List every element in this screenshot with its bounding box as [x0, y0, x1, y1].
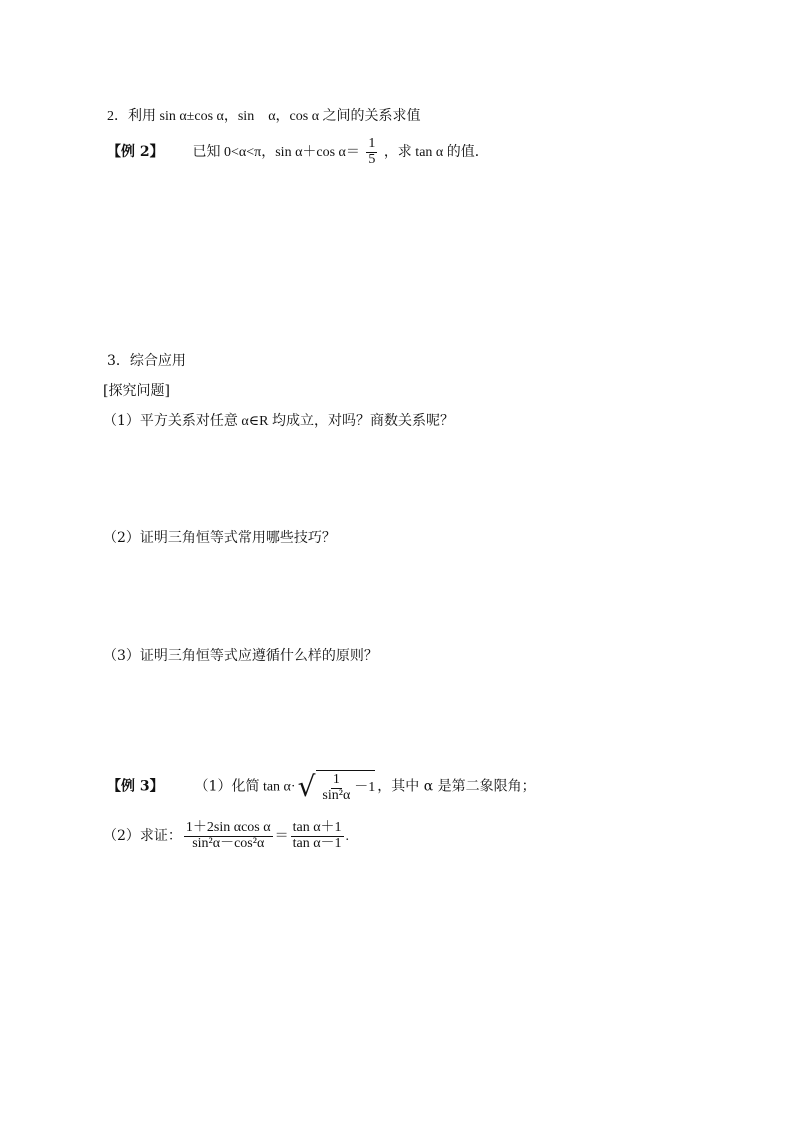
example-3-part-2-rhs-fraction [291, 821, 344, 851]
example-3-part-1-fraction-denominator: sin²α [322, 787, 351, 803]
example-2-text-post: ，求 tan α 的值． [383, 145, 489, 161]
sqrt-radical-icon: √ [297, 769, 316, 803]
question-1-label: （1） [103, 413, 140, 429]
example-3-part-1-pre: 化简 tan α· [231, 779, 296, 795]
example-3-sqrt-body [316, 770, 375, 803]
example-3-part-2-pre: 求证： [139, 828, 182, 845]
example-2 [107, 137, 489, 167]
example-3-part-2-equals: ＝ [274, 829, 289, 845]
question-2 [103, 528, 336, 548]
question-1 [103, 411, 454, 432]
example-2-label: 【例 2】 [107, 144, 164, 161]
example-3-part-1-fraction [320, 773, 352, 803]
question-3-label: （3） [103, 648, 140, 664]
example-3-part-2 [103, 821, 349, 851]
question-2-label: （2） [103, 530, 140, 546]
example-3-part-2-rhs-denominator: tan α－1 [292, 835, 342, 851]
section-3-heading [107, 351, 186, 371]
example-3-sqrt [298, 770, 376, 803]
question-3 [103, 646, 378, 666]
example-3-part-2-lhs-fraction [184, 821, 273, 851]
example-3-part-1-fraction-numerator: 1 [332, 772, 340, 787]
example-3-part-2-lhs-numerator: 1＋2sin αcos α [185, 820, 271, 835]
example-2-fraction-denominator: 5 [368, 151, 376, 167]
example-3-label: 【例 3】 [107, 778, 164, 795]
example-3-part-1-minus-one: －1 [354, 780, 376, 796]
explore-label [103, 381, 170, 401]
explore-label-text: [探究问题] [103, 383, 170, 399]
example-3-part-2-post: . [345, 829, 350, 845]
question-2-text: 证明三角恒等式常用哪些技巧？ [139, 530, 336, 546]
section-2-heading [107, 106, 421, 127]
example-3-part-2-label: （2） [103, 828, 140, 845]
example-3-part-2-lhs-denominator: sin²α－cos²α [192, 835, 265, 851]
example-3-part-1-post: ，其中 α 是第二象限角； [377, 778, 536, 795]
question-3-text: 证明三角恒等式应遵循什么样的原则？ [139, 648, 378, 664]
section-2-heading-text: 2．利用 sin α±cos α，sin α，cos α 之间的关系求值 [107, 109, 421, 124]
example-2-fraction [366, 137, 377, 167]
example-2-text-pre: 已知 0<α<π，sin α＋cos α＝ [192, 145, 360, 161]
example-3-part-2-rhs-numerator: tan α＋1 [292, 820, 342, 835]
question-1-text: 平方关系对任意 α∈R 均成立，对吗？商数关系呢？ [139, 414, 454, 429]
example-3-part-1-label: （1） [194, 778, 232, 795]
example-3-part-1 [107, 770, 536, 803]
section-3-heading-text: 3．综合应用 [107, 353, 186, 369]
example-2-fraction-numerator: 1 [368, 136, 376, 151]
